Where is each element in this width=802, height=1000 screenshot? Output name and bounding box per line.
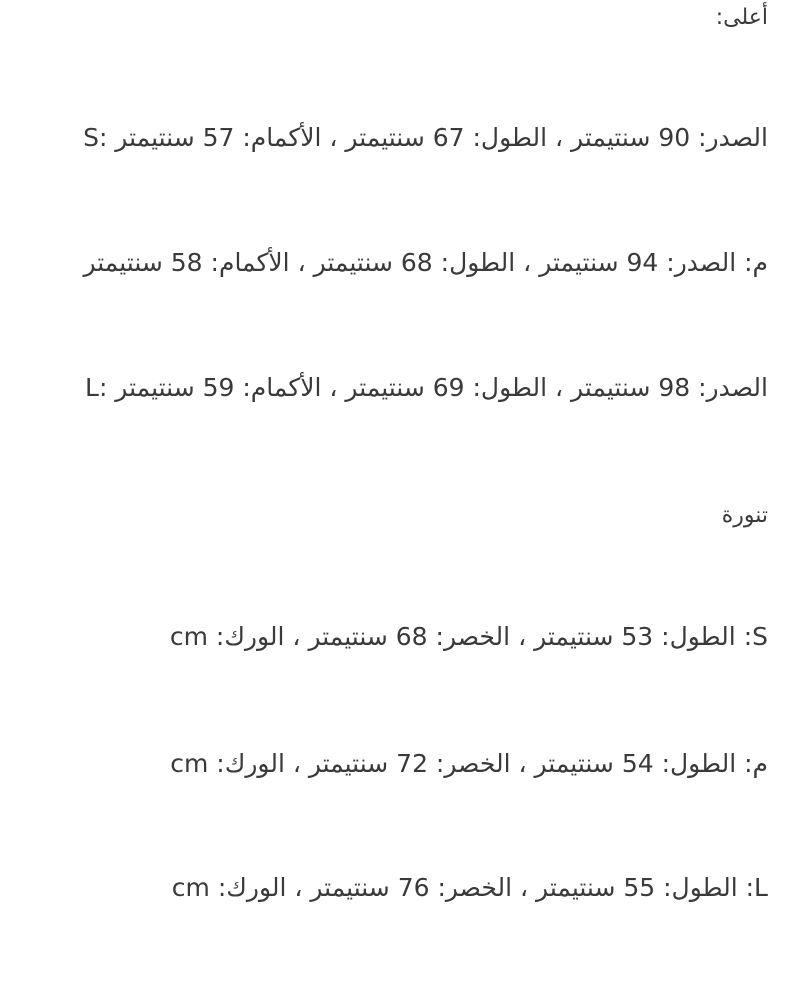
skirt-size-l: cm :الطول: 55 سنتيمتر ، الخصر: 76 سنتيمتر ، الورك :L — [171, 873, 768, 902]
top-size-s: الصدر: 90 سنتيمتر ، الطول: 67 سنتيمتر ، الأكمام: 57 سنتيمتر :S — [83, 123, 768, 152]
top-size-m: م: الصدر: 94 سنتيمتر ، الطول: 68 سنتيمتر ، الأكمام: 58 سنتيمتر — [83, 248, 768, 277]
skirt-size-m: م: الطول: 54 سنتيمتر ، الخصر: 72 سنتيمتر ، الورك: cm — [170, 749, 768, 778]
skirt-size-s: cm :الطول: 53 سنتيمتر ، الخصر: 68 سنتيمتر ، الورك :S — [169, 622, 768, 651]
top-section-heading: أعلى: — [715, 5, 768, 30]
skirt-section-heading: تنورة — [721, 503, 768, 528]
top-size-l: الصدر: 98 سنتيمتر ، الطول: 69 سنتيمتر ، الأكمام: 59 سنتيمتر :L — [85, 373, 768, 402]
